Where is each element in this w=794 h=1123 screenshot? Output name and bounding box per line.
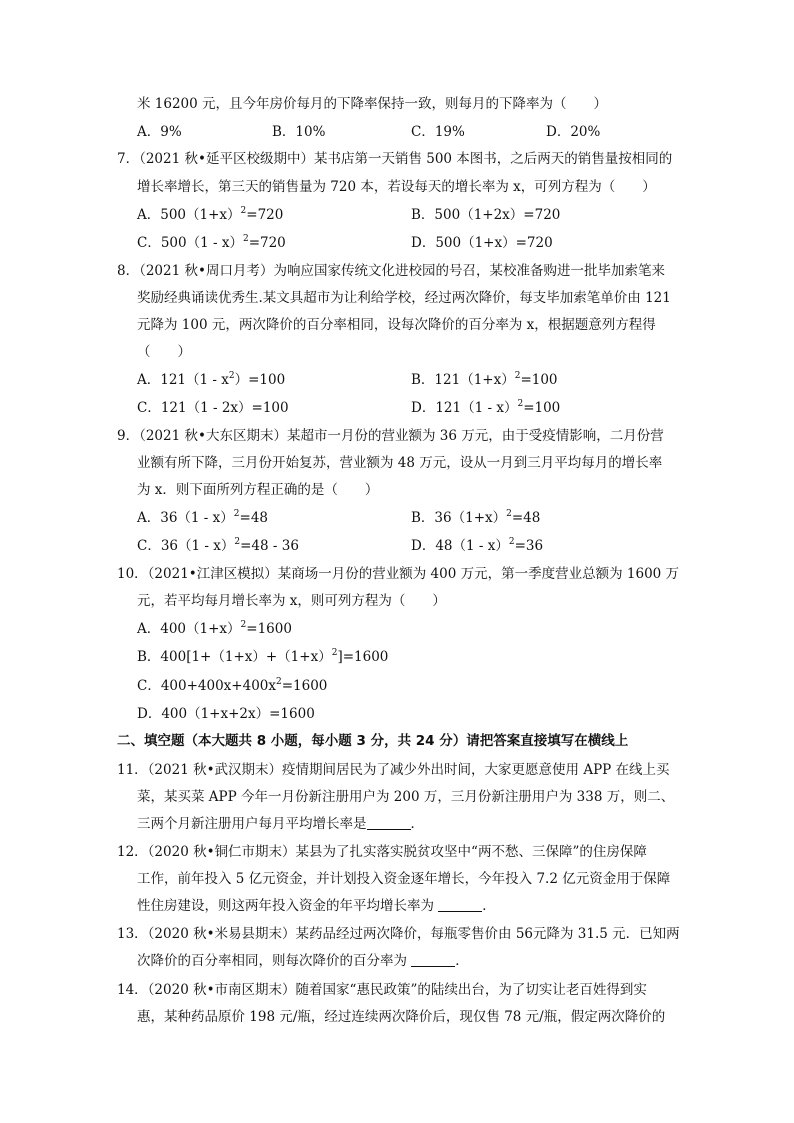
q6-option-c: C．19%: [411, 124, 465, 140]
q9-option-c: C．36（1 - x）$^2$=48 - 36: [137, 537, 299, 554]
question-11-text: 11．（2021 秋•武汉期末）疫情期间居民为了减少外出时间，大家更愿意使用 APP 在线上买: [117, 762, 670, 778]
q9-option-d: D．48（1 - x）$^2$=36: [411, 537, 544, 554]
question-8-text-cont: 元降为 100 元，两次降价的百分率相同，设每次降价的百分率为 x，根据题意列方程得: [137, 317, 656, 333]
question-11-text-cont: 三两个月新注册用户每月平均增长率是 ．: [137, 816, 424, 832]
question-6-text: 米 16200 元，且今年房价每月的下降率保持一致，则每月的下降率为（ ）: [137, 96, 608, 112]
q7-option-c: C．500（1 - x）$^2$=720: [137, 234, 286, 251]
answer-blank: [438, 899, 482, 912]
answer-blank: [411, 954, 455, 967]
q10-option-a: A．$400(1+x)^2=1600$: [137, 620, 292, 637]
question-7-text-cont: 增长率增长，第三天的销售量为 720 本，若设每天的增长率为 x，可列方程为（ ）: [137, 179, 656, 195]
question-10-text: 10．（2021•江津区模拟）某商场一月份的营业额为 400 万元，第一季度营业总额为 1600 万: [117, 566, 680, 582]
q9-option-a: A．36（1 - x）$^2$=48: [137, 509, 269, 526]
q10-option-b: B．$400[1+(1+x)+(1+x)^2]=1600$: [137, 648, 389, 665]
question-9-text: 9．（2021 秋•大东区期末）某超市一月份的营业额为 36 万元，由于受疫情影响，二月份营: [117, 428, 664, 444]
q10-option-d: D．400（1+x+2x）=1600: [137, 706, 315, 722]
q6-option-b: B．10%: [272, 124, 326, 140]
q10-option-c: C．$400+400x+400x^2=1600$: [137, 677, 328, 694]
q8-option-d: D．121（1 - x）$^2$=100: [411, 399, 561, 416]
question-9-text-cont: 为 x．则下面所列方程正确的是（ ）: [137, 482, 379, 498]
q9-option-b: B．$36(1+x)^2=48$: [411, 509, 541, 526]
question-8-text: 8．（2021 秋•周口月考）为响应国家传统文化进校园的号召，某校准备购进一批毕加索笔来: [117, 263, 665, 279]
q8-option-b: B．$121(1+x)^2=100$: [411, 371, 558, 388]
q7-option-a: A．$500(1+x)^2=720$: [137, 206, 284, 223]
question-13-text-cont: 次降价的百分率相同，则每次降价的百分率为 ．: [137, 953, 469, 969]
question-13-text: 13．（2020 秋•米易县期末）某药品经过两次降价，每瓶零售价由 56元降为 31.5 元．已知两: [117, 926, 680, 942]
q6-option-d: D．20%: [546, 124, 601, 140]
question-10-text-cont: 元，若平均每月增长率为 x，则可列方程为（ ）: [137, 593, 446, 609]
question-9-text-cont: 业额有所下降，三月份开始复苏，营业额为 48 万元，设从一月到三月平均每月的增长率: [137, 455, 663, 471]
q6-option-a: A．9%: [137, 124, 182, 140]
q8-option-a: A．$121(1 - x^2)=100$: [137, 371, 286, 388]
question-14-text: 14．（2020 秋•市南区期末）随着国家“惠民政策”的陆续出台，为了切实让老百姓得到实: [117, 982, 647, 998]
q7-option-d: D．500（1+x）=720: [411, 235, 553, 251]
question-7-text: 7．（2021 秋•延平区校级期中）某书店第一天销售 500 本图书，之后两天的销售量按相同的: [117, 151, 673, 167]
question-12-text-cont: 性住房建设，则这两年投入资金的年平均增长率为 ．: [137, 898, 496, 914]
section-2-heading: 二、填空题（本大题共 8 小题，每小题 3 分，共 24 分）请把答案直接填写在横线上: [117, 733, 629, 749]
question-14-text-cont: 惠，某种药品原价 198 元/瓶，经过连续两次降价后，现仅售 78 元/瓶，假定两次降价的: [137, 1009, 666, 1025]
question-8-text-cont: 奖励经典诵读优秀生.某文具超市为让利给学校，经过两次降价，每支毕加索笔单价由 121: [137, 290, 671, 306]
answer-blank: [367, 817, 411, 830]
question-8-answer-paren: （ ）: [137, 344, 191, 360]
question-12-text: 12．（2020 秋•铜仁市期末）某县为了扎实落实脱贫攻坚中“两不愁、三保障”的住房保障: [117, 844, 647, 860]
q8-option-c: C．121（1 - 2x）=100: [137, 400, 289, 416]
q7-option-b: B．500（1+2x）=720: [411, 207, 561, 223]
question-11-text-cont: 菜，某买菜 APP 今年一月份新注册用户为 200 万，三月份新注册用户为 338 万，则二、: [137, 789, 675, 805]
question-12-text-cont: 工作，前年投入 5 亿元资金，并计划投入资金逐年增长，今年投入 7.2 亿元资金用于保障: [137, 871, 671, 887]
